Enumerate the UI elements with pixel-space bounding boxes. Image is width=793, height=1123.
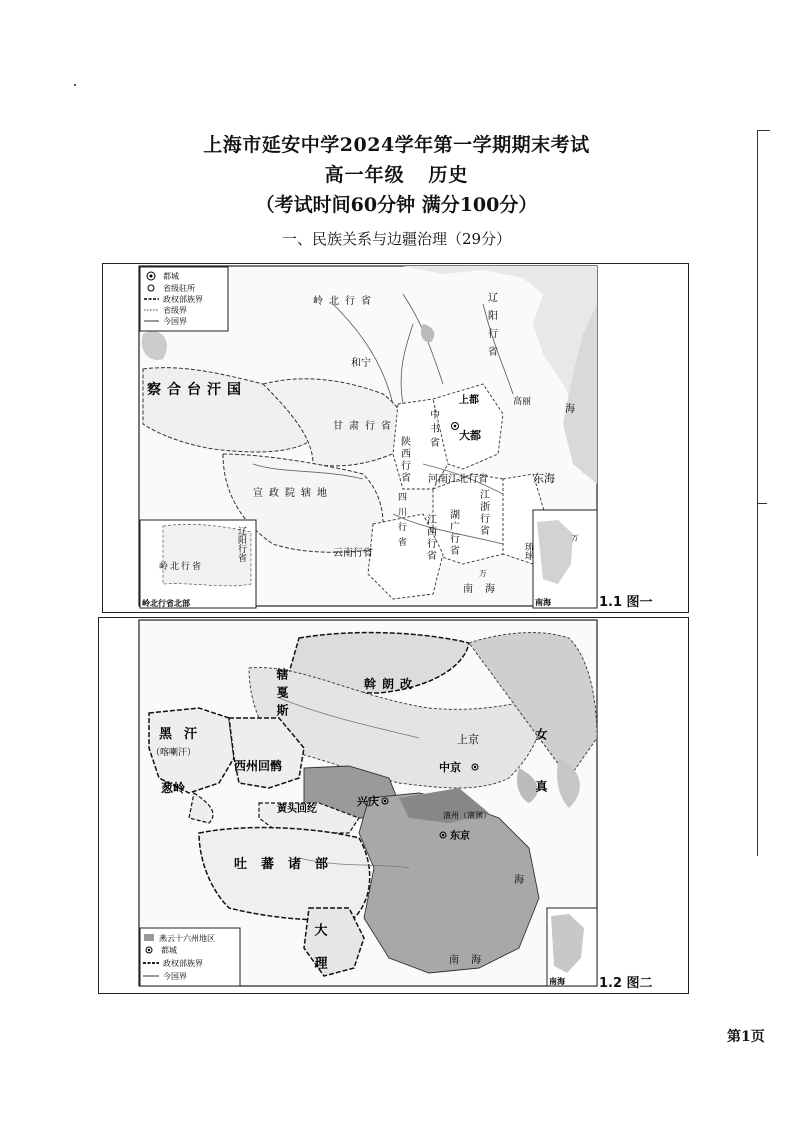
inset-left-caption: 岭北行省北部	[142, 598, 190, 608]
map-figure-1	[102, 263, 689, 613]
page-number: 第1页	[727, 1029, 765, 1045]
exam-title: 上海市延安中学2024学年第一学期期末考试	[203, 134, 590, 156]
grade-label: 高一年级	[324, 164, 405, 186]
inset2-caption: 南海	[549, 976, 565, 986]
legend-modern-border: 今国界	[163, 317, 187, 326]
scan-speck	[74, 84, 76, 86]
label-nvzhen: 女真	[534, 728, 548, 832]
inset-lingbei: 岭北行省	[159, 562, 204, 572]
legend2-capital: 都城	[161, 946, 177, 955]
inset-right-caption: 南海	[535, 597, 551, 607]
label-huangtou: 黄头回纥	[277, 804, 317, 815]
figure2-caption: 1.2 图二	[599, 976, 653, 991]
label-xiajiasi: 辖戛斯	[275, 668, 289, 722]
figure1-caption: 1.1 图一	[599, 595, 653, 610]
label-donghai: 东海	[533, 472, 555, 485]
subject-label: 历史	[428, 164, 469, 186]
legend2-modern-border: 今国界	[163, 972, 187, 981]
legend-capital: 都城	[163, 272, 179, 281]
label-liuqiu: 琉球	[523, 542, 533, 560]
legend2-regime-border: 政权部族界	[163, 959, 203, 968]
legend-province-seat: 省级驻所	[163, 284, 195, 293]
label-dongjing: 东京	[450, 831, 470, 842]
label-shangdu: 上都	[459, 395, 479, 406]
label-gansu: 甘肃行省	[333, 421, 397, 432]
label-nanhai: 南海	[463, 584, 507, 595]
label-zhongshu: 中书省	[427, 409, 439, 451]
label-yunnan: 云南行省	[333, 548, 373, 559]
legend2-yanyun: 燕云十六州地区	[159, 934, 215, 943]
label-shangjing: 上京	[457, 733, 479, 746]
legend-regime-border: 政权部族界	[163, 295, 203, 304]
label-huguang: 湖广行省	[447, 509, 459, 557]
label-congling: 葱岭	[161, 781, 186, 795]
label-helin: 和宁	[351, 358, 371, 369]
label-shaanxi: 陕西行省	[398, 436, 410, 484]
label-dali: 大理	[311, 923, 327, 989]
legend-province-border: 省级界	[163, 306, 187, 315]
map-figure-2	[98, 617, 689, 994]
song-liao-map	[99, 618, 688, 993]
label-xizhou: 西州回鹘	[234, 759, 283, 773]
label-henan: 河南江北行省	[428, 474, 488, 485]
label-jiangxi: 江西行省	[424, 514, 436, 562]
label-jiangzhe: 江浙行省	[477, 489, 489, 537]
grade-subject-line	[0, 160, 793, 187]
label-xuanzheng: 宣政院辖地	[253, 488, 333, 499]
label-liaoyang: 辽阳行省	[485, 292, 497, 364]
label-dadu: 大都	[459, 429, 481, 442]
section-title: 一、民族关系与边疆治理（29分）	[281, 230, 512, 248]
label-sichuan: 四川行省	[396, 492, 406, 552]
label-zhongjing: 中京	[439, 761, 461, 774]
label-lingbei: 岭北行省	[313, 296, 377, 307]
right-binding-line	[757, 130, 770, 856]
label-nanhai2: 南海	[449, 955, 493, 966]
label-sea: 海	[565, 404, 575, 415]
exam-info: （考试时间60分钟 满分100分）	[255, 194, 538, 216]
label-chanzhou: 澶州（澶渊）	[443, 811, 491, 820]
label-gaoli: 高丽	[513, 397, 532, 407]
label-ganlang: 斡朗改	[364, 677, 419, 691]
label-chagatai: 察合台汗国	[147, 382, 247, 398]
yuan-dynasty-map	[103, 264, 688, 612]
label-heihan-sub: （喀喇汗）	[151, 748, 197, 758]
label-heihan: 黑汗	[159, 727, 210, 742]
inset-right-wan: 万	[571, 534, 579, 541]
label-wan: 万	[479, 569, 487, 578]
inset-liaoyang: 辽阳行省	[236, 526, 246, 562]
label-tubo: 吐蕃诸部	[234, 857, 343, 872]
label-xingqing: 兴庆	[357, 795, 379, 808]
label-sea2: 海	[514, 875, 524, 886]
